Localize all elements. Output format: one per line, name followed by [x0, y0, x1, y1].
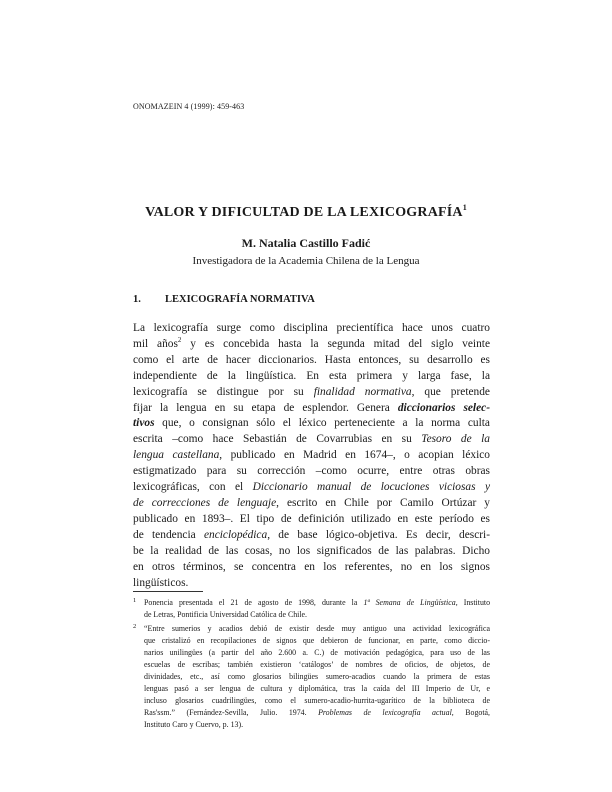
body-line: estigmatizado para su corrección –como ocurre, entre otras obras — [133, 465, 490, 478]
body-text: de tendencia — [133, 528, 204, 541]
footnote-text: Ras'ssm.” (Fernández-Sevilla, Julio. 1974. — [144, 708, 319, 717]
body-line: La lexicografía surge como disciplina precientífica hace unos cuatro — [133, 322, 490, 334]
footnote-line: “Entre sumerios y acadios debió de existir desde muy antiguo una actividad lexicográfica — [144, 624, 490, 633]
body-text: , publicado en Madrid en 1674–, o acopian léxico — [219, 449, 490, 462]
footnote-1 — [133, 597, 490, 621]
body-paragraph — [133, 321, 490, 591]
article-title-text: VALOR Y DIFICULTAD DE LA LEXICOGRAFÍA — [145, 205, 463, 220]
emphasis: tivos — [133, 417, 155, 430]
emphasis: de correcciones de lenguaje — [133, 496, 277, 509]
author-name: M. Natalia Castillo Fadić — [241, 236, 371, 250]
emphasis: diccionarios selec- — [397, 401, 490, 414]
body-line: lingüísticos. — [133, 576, 189, 589]
body-line: como el arte de hacer diccionarios. Hasta entonces, su desarrollo es — [133, 353, 490, 366]
body-line — [133, 416, 490, 432]
footnote-line: narios unilingües (a partir del año 2.600 a. C.) de motivación pedagógica, para uso de las — [144, 648, 490, 657]
body-line: en otros términos, se concentra en los referentes, no en los signos — [133, 560, 490, 573]
footnote-separator — [133, 591, 203, 592]
body-line — [133, 401, 490, 417]
author-affiliation: Investigadora de la Academia Chilena de la Lengua — [192, 255, 420, 267]
section-title: LEXICOGRAFÍA NORMATIVA — [165, 294, 315, 305]
footnote-line: divinidades, etc., así como glosarios bilingües sumero-acadios cuando la primera de estas — [144, 672, 490, 681]
emphasis: Problemas de lexicografía actual — [318, 708, 452, 717]
body-text: lexicografía se distingue por su — [133, 385, 314, 398]
footnote-line: escuelas de escribas; también existieron ‘catálogos’ de nombres de oficios, de objetos, de — [144, 660, 490, 669]
emphasis: enciclopédica — [203, 528, 268, 541]
journal-reference: ONOMAZEIN 4 (1999): 459-463 — [133, 102, 245, 111]
section-number: 1. — [133, 294, 141, 305]
footnote-text: Ponencia presentada el 21 de agosto de 1998, durante la — [144, 598, 364, 607]
footnote-line: que cristalizó en recopilaciones de signos que debieron de funcionar, en parte, como diccio- — [144, 636, 490, 645]
emphasis: finalidad normativa — [313, 385, 412, 398]
body-text: mil años — [133, 337, 178, 350]
body-text: y es concebida hasta la segunda mitad del siglo veinte — [181, 337, 490, 350]
body-text: , escrito en Chile por Camilo Ortúzar y — [276, 496, 490, 509]
emphasis: lengua castellana — [133, 449, 220, 462]
footnote-mark: 2 — [133, 623, 137, 630]
emphasis: Diccionario manual de locuciones viciosas y — [252, 481, 491, 494]
footnote-2 — [133, 623, 490, 731]
section-heading — [133, 294, 315, 305]
body-line — [133, 385, 490, 401]
footnote-mark: 1 — [133, 597, 137, 604]
body-line: publicado en 1893–. El tipo de definición utilizado en este período es — [133, 512, 490, 525]
body-text: , de base lógico-objetiva. Es decir, descri- — [267, 528, 490, 541]
title-footnote-mark[interactable]: 1 — [462, 203, 467, 212]
body-line — [133, 337, 490, 353]
body-line — [133, 528, 490, 544]
body-text: fijar la lengua en su etapa de esplendor. Genera — [133, 401, 398, 414]
footnote-line — [144, 707, 490, 719]
footnote-line: lenguas pasó a ser lengua de cultura y diplomática, tras la caída del III Imperio de Ur, e — [144, 684, 490, 693]
footnote-line: de Letras, Pontificia Universidad Católica de Chile. — [144, 610, 308, 619]
body-line — [133, 480, 490, 496]
body-line: independiente de la lingüística. En esta primera y larga fase, la — [133, 369, 490, 382]
footnote-text: , Bogotá, — [451, 708, 490, 717]
emphasis: 1ª Semana de Lingüística — [363, 598, 456, 607]
article-title — [0, 203, 612, 221]
footnote-text: , Instituto — [455, 598, 491, 607]
footnote-line — [144, 597, 490, 609]
body-line — [133, 432, 490, 448]
body-line — [133, 448, 490, 464]
footnote-ref[interactable]: 2 — [177, 336, 182, 345]
footnote-line: incluso glosarios cuadrilingües, como el sumero-acadio-hurrita-ugarítico de la biblioteca de — [144, 696, 490, 705]
footnotes — [133, 597, 490, 733]
body-line — [133, 496, 490, 512]
body-text: lexicográficas, con el — [133, 481, 253, 494]
body-line: be la realidad de las cosas, no los significados de las palabras. Dicho — [133, 544, 490, 557]
emphasis: Tesoro de la — [421, 433, 491, 446]
body-text: escrita –como hace Sebastián de Covarrubias en su — [133, 433, 422, 446]
body-text: , que pretende — [411, 385, 490, 398]
body-text: que, o consignan sólo el léxico perteneciente a la norma culta — [154, 417, 490, 430]
footnote-line: Instituto Caro y Cuervo, p. 13). — [144, 720, 244, 729]
